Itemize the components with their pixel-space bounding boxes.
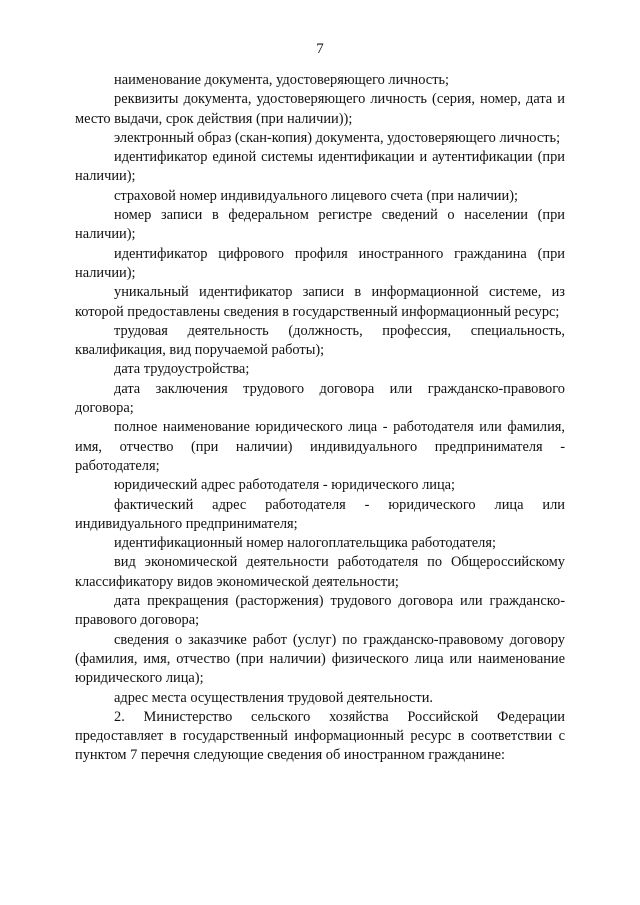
page-number: 7 bbox=[316, 41, 324, 57]
paragraph-legal-address: юридический адрес работодателя - юридического лица; bbox=[114, 477, 456, 494]
paragraph-digital-profile-identifier: идентификатор цифрового профиля иностранного гражданина (при наличии); bbox=[75, 245, 565, 281]
paragraph-termination-date: дата прекращения (расторжения) трудового договора или гражданско-правового договора; bbox=[75, 593, 565, 629]
paragraph-population-register-number: номер записи в федеральном регистре сведений о населении (при наличии); bbox=[75, 207, 565, 243]
paragraph-economic-activity: вид экономической деятельности работодателя по Общероссийскому классификатору видов экономической деятельности; bbox=[75, 554, 565, 590]
paragraph-employment-date: дата трудоустройства; bbox=[114, 361, 250, 378]
paragraph-document-name: наименование документа, удостоверяющего личность; bbox=[114, 72, 450, 88]
paragraph-record-identifier: уникальный идентификатор записи в информационной системе, из которой предоставлены сведения в государственный информационный ресурс; bbox=[75, 284, 565, 320]
paragraph-snils: страховой номер индивидуального лицевого счета (при наличии); bbox=[114, 187, 519, 204]
paragraph-employer-inn: идентификационный номер налогоплательщика работодателя; bbox=[114, 535, 496, 552]
paragraph-customer-info: сведения о заказчике работ (услуг) по гражданско-правовому договору (фамилия, имя, отчество (при наличии) физического лица или наименование юридического лица); bbox=[75, 631, 565, 687]
paragraph-electronic-copy: электронный образ (скан-копия) документа, удостоверяющего личность; bbox=[114, 129, 561, 146]
paragraph-ministry-item-2: 2. Министерство сельского хозяйства Российской Федерации предоставляет в государственный информационный ресурс в соответствии с пунктом 7 перечня следующие сведения об иностранном гражданине: bbox=[75, 708, 565, 764]
paragraph-work-address: адрес места осуществления трудовой деятельности. bbox=[114, 689, 434, 706]
paragraph-actual-address: фактический адрес работодателя - юридического лица или индивидуального предпринимателя; bbox=[75, 496, 565, 532]
paragraph-esia-identifier: идентификатор единой системы идентификации и аутентификации (при наличии); bbox=[75, 149, 565, 185]
document-body bbox=[75, 71, 565, 766]
paragraph-labor-activity: трудовая деятельность (должность, профессия, специальность, квалификация, вид поручаемой работы); bbox=[75, 322, 565, 359]
paragraph-contract-date: дата заключения трудового договора или гражданско-правового договора; bbox=[75, 380, 565, 417]
paragraph-document-details: реквизиты документа, удостоверяющего личность (серия, номер, дата и место выдачи, срок действия (при наличии)); bbox=[75, 91, 565, 127]
paragraph-employer-name: полное наименование юридического лица - работодателя или фамилия, имя, отчество (при наличии) индивидуального предпринимателя - работодателя; bbox=[75, 419, 565, 474]
